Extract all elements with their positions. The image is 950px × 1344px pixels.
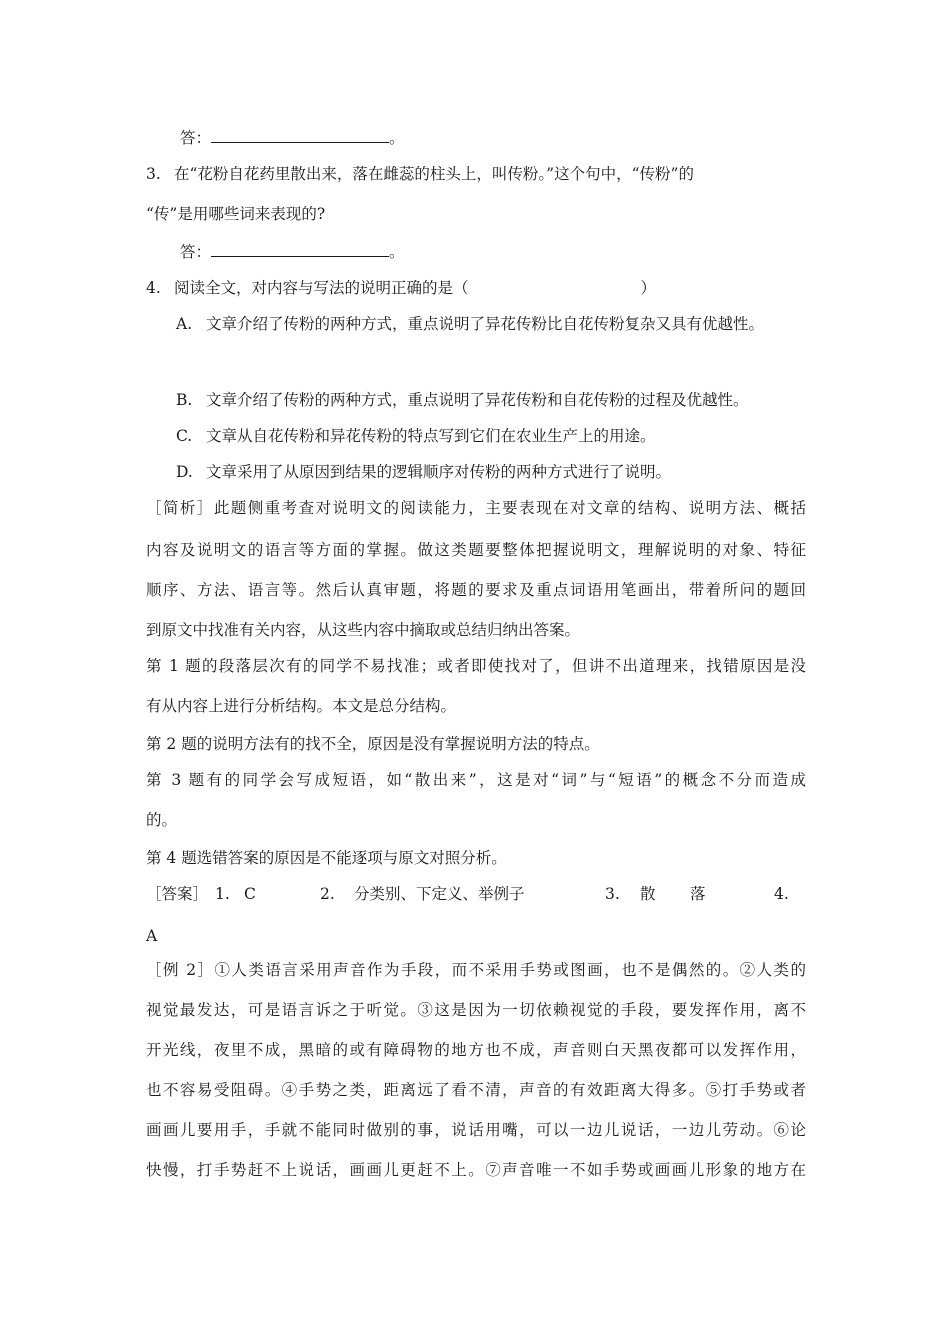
option-letter: A. [176,315,193,333]
answer-end: 。 [389,129,405,147]
analysis-line-1: ［简析］此题侧重考查对说明文的阅读能力，主要表现在对文章的结构、说明方法、概括 [146,499,806,517]
question-number: 4. [146,279,161,297]
analysis-line-3: 顺序、方法、语言等。然后认真审题，将题的要求及重点词语用笔画出，带着所问的题回 [146,581,806,599]
example-2-line-3: 开光线，夜里不成，黑暗的或有障碍物的地方也不成，声音则白天黑夜都可以发挥作用， [146,1041,806,1059]
answer-3-char-1: 散 [640,885,656,903]
option-b [176,390,749,410]
example-2-line-2: 视觉最发达，可是语言诉之于听觉。③这是因为一切依赖视觉的手段，要发挥作用，离不 [146,1001,806,1019]
option-text: 文章介绍了传粉的两种方式，重点说明了异花传粉比自花传粉复杂又具有优越性。 [206,315,765,333]
answer-label: 答： [180,243,212,261]
option-text: 文章介绍了传粉的两种方式，重点说明了异花传粉和自花传粉的过程及优越性。 [206,391,749,409]
option-text: 文章采用了从原因到结果的逻辑顺序对传粉的两种方式进行了说明。 [206,463,672,481]
example-2-line-6: 快慢，打手势赶不上说话，画画儿更赶不上。⑦声音唯一不如手势或画画儿形象的地方在 [146,1161,806,1179]
option-letter: C. [176,427,193,445]
question-number: 3. [146,165,161,183]
answer-3-char-2: 落 [690,885,706,903]
answer-2: 分类别、下定义、举例子 [354,885,525,903]
answer-1-num: 1. [215,885,230,903]
example-2-line-1: ［例 2］①人类语言采用声音作为手段，而不采用手势或图画，也不是偶然的。②人类的 [146,961,806,979]
question-text: 阅读全文，对内容与写法的说明正确的是（ [174,279,469,297]
question-3 [146,164,694,184]
option-a [176,314,764,334]
question-4 [146,278,656,298]
answer-key-line [146,884,208,904]
analysis-line-2: 内容及说明文的语言等方面的掌握。做这类题要整体把握说明文，理解说明的对象、特征 [146,541,806,559]
answer-3-num: 3. [605,885,620,903]
option-text: 文章从自花传粉和异花传粉的特点写到它们在农业生产上的用途。 [206,427,656,445]
question-3-line2: “传”是用哪些词来表现的? [146,205,326,223]
answer-blank[interactable] [211,242,389,257]
question-paren-close: ） [640,279,657,297]
question-text: 在“花粉自花药里散出来，落在雌蕊的柱头上，叫传粉。”这个句中，“传粉”的 [174,165,694,183]
answer-4: A [146,927,158,945]
analysis-q1-line-2: 有从内容上进行分析结构。本文是总分结构。 [146,697,457,715]
analysis-q3-line-1: 第 3 题有的同学会写成短语，如“散出来”，这是对“词”与“短语”的概念不分而造成 [146,771,806,789]
analysis-q4-line: 第 4 题选错答案的原因是不能逐项与原文对照分析。 [146,849,507,867]
answer-blank[interactable] [211,128,389,143]
analysis-q2-line: 第 2 题的说明方法有的找不全，原因是没有掌握说明方法的特点。 [146,735,600,753]
option-d [176,462,671,482]
answer-end: 。 [389,243,405,261]
example-2-line-4: 也不容易受阻碍。④手势之类，距离远了看不清，声音的有效距离大得多。⑤打手势或者 [146,1081,806,1099]
option-letter: B. [176,391,193,409]
example-2-line-5: 画画儿要用手，手就不能同时做别的事，说话用嘴，可以一边儿说话，一边儿劳动。⑥论 [146,1121,806,1139]
analysis-q1-line-1: 第 1 题的段落层次有的同学不易找准；或者即使找对了，但讲不出道理来，找错原因是没 [146,657,806,675]
option-c [176,426,656,446]
answer-4-num: 4. [774,885,789,903]
analysis-line-4: 到原文中找准有关内容，从这些内容中摘取或总结归纳出答案。 [146,621,581,639]
answer-2-num: 2. [320,885,335,903]
answer-1: C [244,885,256,903]
option-letter: D. [176,463,193,481]
answer-label: 答： [180,129,212,147]
q2-answer-line [180,128,405,148]
q3-answer-line [180,242,405,262]
answer-key-label: ［答案］ [146,885,209,903]
analysis-q3-line-2: 的。 [146,811,178,829]
